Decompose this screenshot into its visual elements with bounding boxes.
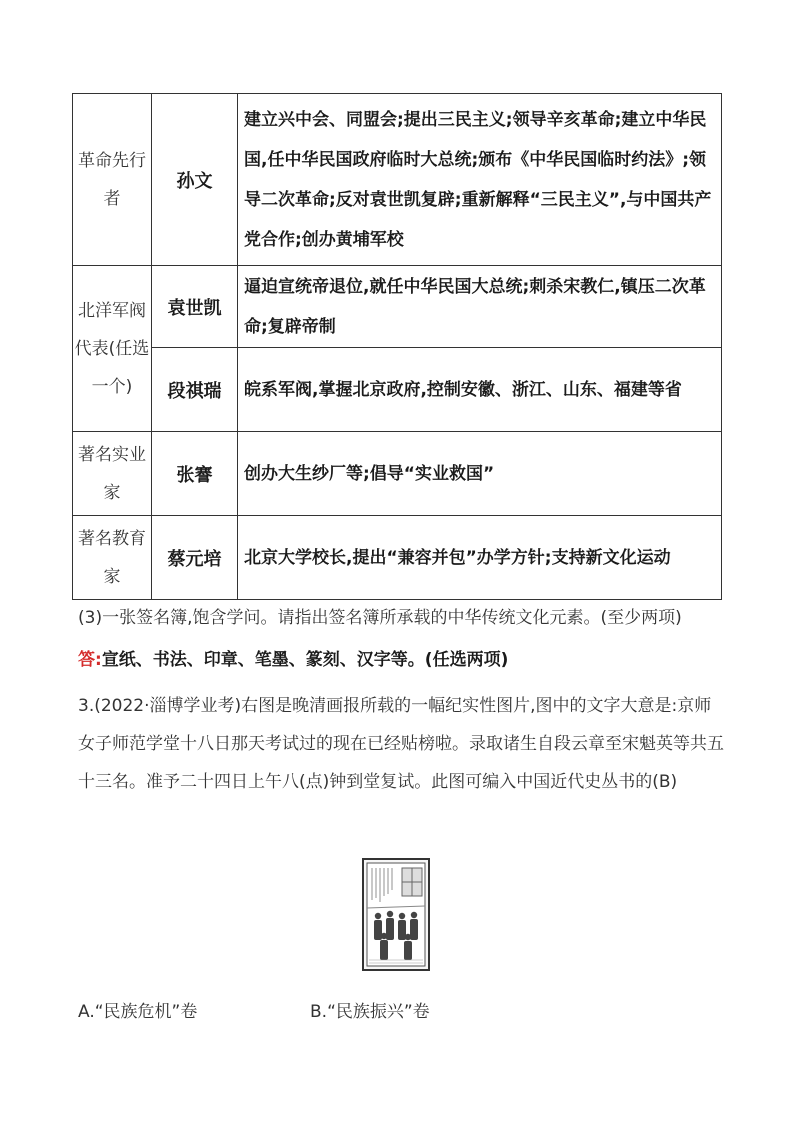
table-row: [73, 348, 722, 432]
option-a: A.“民族危机”卷: [78, 1002, 198, 1022]
description-cell: 创办大生纱厂等;倡导“实业救国”: [238, 432, 722, 516]
name-cell: 袁世凯: [152, 266, 238, 348]
answer-text: 宣纸、书法、印章、笔墨、篆刻、汉字等。(任选两项): [101, 650, 509, 670]
table-row: [73, 266, 722, 348]
category-cell: 著名教育家: [73, 516, 152, 600]
answer-label: 答:: [78, 650, 102, 670]
answer-line: [78, 645, 728, 675]
description-cell: 皖系军阀,掌握北京政府,控制安徽、浙江、山东、福建等省: [238, 348, 722, 432]
category-cell: 革命先行者: [73, 94, 152, 266]
name-cell: 蔡元培: [152, 516, 238, 600]
category-cell: 北洋军阀代表(任选一个): [73, 266, 152, 432]
name-cell: 张謇: [152, 432, 238, 516]
name-cell: 孙文: [152, 94, 238, 266]
question-3: (3)一张签名簿,饱含学问。请指出签名簿所承载的中华传统文化元素。(至少两项): [78, 608, 682, 628]
description-cell: 建立兴中会、同盟会;提出三民主义;领导辛亥革命;建立中华民国,任中华民国政府临时大总统;颁布《中华民国临时约法》;领导二次革命;反对袁世凯复辟;重新解释“三民主义”,与中国共产党合作;创办黄埔军校: [238, 94, 722, 266]
table-row: [73, 516, 722, 600]
option-b: B.“民族振兴”卷: [310, 1002, 430, 1022]
table-row: [73, 94, 722, 266]
late-qing-pictorial-image: [362, 858, 430, 971]
table-row: [73, 432, 722, 516]
history-figures-table: [72, 93, 722, 600]
name-cell: 段祺瑞: [152, 348, 238, 432]
description-cell: 北京大学校长,提出“兼容并包”办学方针;支持新文化运动: [238, 516, 722, 600]
description-cell: 逼迫宣统帝退位,就任中华民国大总统;刺杀宋教仁,镇压二次革命;复辟帝制: [238, 266, 722, 348]
category-cell: 著名实业家: [73, 432, 152, 516]
question-text: 3.(2022·淄博学业考)右图是晚清画报所载的一幅纪实性图片,图中的文字大意是:京师女子师范学堂十八日那天考试过的现在已经贴榜啦。录取诸生自段云章至宋魁英等共五十三名。准予二十四日上午八(点)钟到堂复试。此图可编入中国近代史丛书的(B): [78, 696, 724, 792]
pictorial-illustration: [364, 860, 428, 969]
